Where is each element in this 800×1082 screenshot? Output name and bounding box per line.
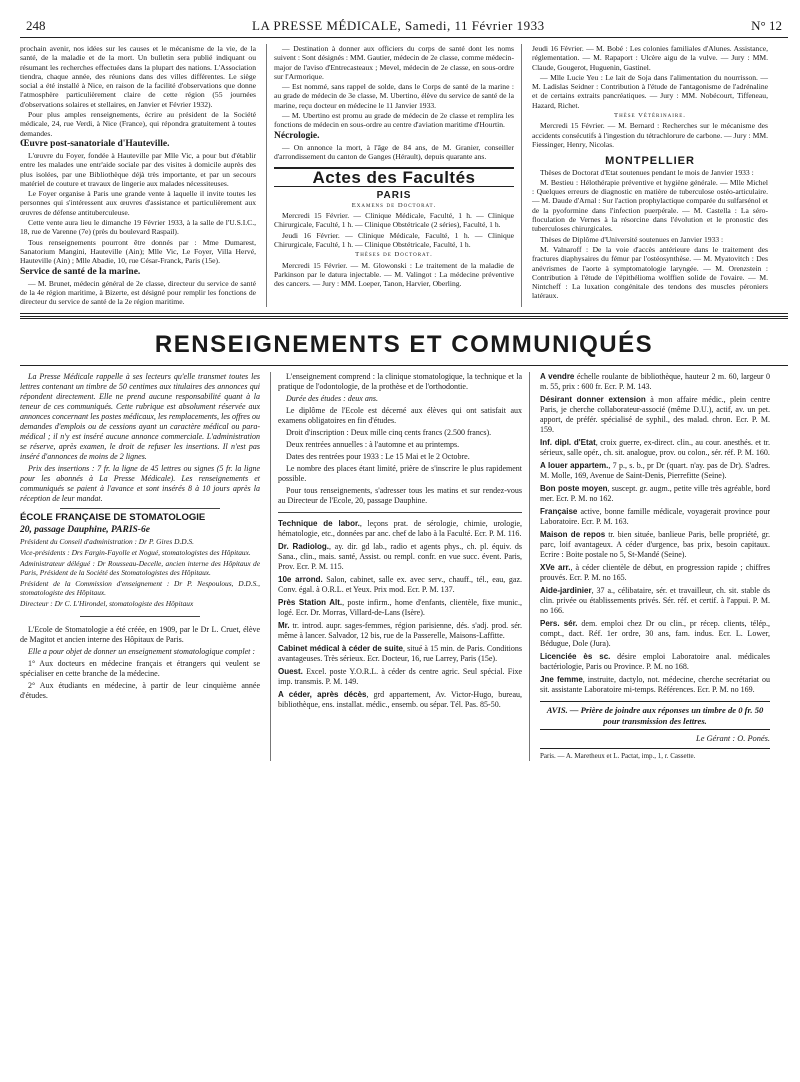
classified-ad: Inf. dipl. d'Etat, croix guerre, ex-direct. clin., au cour. anesthés. et tr. sérieux, salle opér., ch. sit. analogue, prov. ou colon., sér. réf. P. M. 160. xyxy=(540,438,770,458)
paragraph: L'enseignement comprend : la clinique stomatologique, la technique et la pratique de l'odontologie, de la prothèse et de l'orthodontie. xyxy=(278,372,522,392)
actes-facultes-title: Actes des Facultés xyxy=(274,167,514,186)
issue-number: N° 12 xyxy=(751,18,782,33)
heading-marine: Service de santé de la marine. xyxy=(20,266,141,277)
paragraph: 2° Aux étudiants en médecine, à partir de leur cinquième année d'études. xyxy=(20,681,260,701)
paragraph: Le Foyer organise à Paris une grande vente à laquelle il invite toutes les personnes qui s'intéressent aux œuvres d'assistance et particulièrement aux œuvres de défense antituberculeuse. xyxy=(20,189,256,217)
paragraph: — Mlle Lucie Yeu : Le lait de Soja dans l'alimentation du nourrisson. — M. Ladislas Seidner : Contribution à l'étude de l'antagonisme de l'adrénaline et de certains extraits pancréatiques. — Jury : MM. Nobécourt, Tiffeneau, Hazard, Richet. xyxy=(532,72,768,110)
city-heading-paris: PARIS xyxy=(376,189,412,201)
newspaper-page xyxy=(20,18,788,761)
classified-ad: Française active, bonne famille médicale, voyagerait province pour Laboratoire. Ecr. P. M. 163. xyxy=(540,507,770,527)
paragraph: Mercredi 15 Février. — Clinique Médicale, Faculté, 1 h. — Clinique Chirurgicale, Faculté, 1 h. — Clinique Obstétricale (2 séries), Faculté, 1 h. xyxy=(274,211,514,230)
paragraph: Le diplôme de l'Ecole est décerné aux élèves qui ont satisfait aux examens obligatoires en fin d'études. xyxy=(278,406,522,426)
paragraph: Mercredi 15 Février. — M. Bernard : Recherches sur le mécanisme des accidents consécutifs à l'ingestion du tétrachlorure de carbone. — Jury : MM. Fiessinger, Henry, Nicolas. xyxy=(532,121,768,149)
section-title: RENSEIGNEMENTS ET COMMUNIQUÉS xyxy=(154,331,654,359)
top-column-2 xyxy=(266,44,522,307)
title-rule xyxy=(20,365,788,366)
classified-ad: Jne femme, instruite, dactylo, not. médecine, cherche secrétariat ou sit. assistante Laboratoire mi-temps. Références. Ecr. P. M. no 169. xyxy=(540,675,770,695)
paragraph: Le nombre des places étant limité, prière de s'inscrire le plus rapidement possible. xyxy=(278,464,522,484)
classified-ad: Ouest. Excel. poste Y.O.R.L. à céder ds centre agric. Seul spécial. Fixe imp. transmis. P. M. 149. xyxy=(278,667,522,687)
paragraph: — M. Ubertino est promu au grade de médecin de 2e classe et remplira les fonctions de médecin en sous-ordre au centre d'aviation maritime d'Hourtin. xyxy=(274,111,514,130)
bottom-column-2 xyxy=(270,372,530,761)
notice-prices: Prix des insertions : 7 fr. la ligne de 45 lettres ou signes (5 fr. la ligne pour les abonnés à La Presse Médicale). Les renseignements et communiqués se paient à l'avance et sont insérés 8 à 10 jours après la réception de leur mandat. xyxy=(20,464,260,504)
page-number: 248 xyxy=(26,18,46,33)
paragraph: Tous renseignements pourront être donnés par : Mme Dumarest, Sanatorium Mangini, Hauteville (Ain); Mlle Vic, Le Foyer, Villa Hervé, Hauteville (Ain) ; Mlle Abadie, 10, rue César-Franck, Paris (15e). xyxy=(20,237,256,266)
ecole-address: 20, passage Dauphine, PARIS-6e xyxy=(20,525,150,536)
paragraph: Thèses de Diplôme d'Université soutenues en Janvier 1933 : xyxy=(540,234,724,244)
paragraph: M. Valnaroff : De la voie d'accès antérieure dans le traitement des fractures diaphysaires du fémur par l'ostéosynthèse. — M. Myatovitch : Des anévrismes de l'aorte à symptomatologie laryngée. — M. Orenzstein : Contribution à l'étude de l'épithélioma wolffien solide de l'ovaire. — M. Nintcheff : La luxation congénitale des tendons des muscles péroniers latéraux. xyxy=(532,244,768,301)
director-line: Vice-présidents : Drs Fargin-Fayolle et Nogué, stomatologistes des Hôpitaux. xyxy=(20,548,251,558)
bottom-column-3 xyxy=(540,372,770,761)
bottom-column-1 xyxy=(20,372,260,761)
ecole-title: ÉCOLE FRANÇAISE DE STOMATOLOGIE xyxy=(20,512,206,524)
paragraph: L'œuvre du Foyer, fondée à Hauteville par Mlle Vic, a pour but d'établir entre les malades une entr'aide sociale par des visites à domicile auprès des plus isolées, par une Bibliothèque déjà très importante, et par un secours matériel de couture et travaux de lingerie aux malades nécessiteuses. xyxy=(20,150,256,188)
paragraph: Droit d'inscription : Deux mille cinq cents francs (2.500 francs). xyxy=(286,428,492,438)
avis-notice: AVIS. — Prière de joindre aux réponses un timbre de 0 fr. 50 pour transmission des lettres. xyxy=(540,701,770,730)
paragraph: prochain avenir, nos idées sur les causes et le mécanisme de la vie, de la santé, de la maladie et de la mort. Un bulletin sera publié indiquant ou résumant les recherches effectuées dans la plupart des nations. L'Association tiendra, chaque année, des réunions dans des villes différentes. Le siège social a été installé à Nice, en raison de la facilité d'observations que donne l'atmosphère particulièrement claire de cette région (55 journées d'observations solaires et stellaires, en Janvier et Février 1932). xyxy=(20,44,256,109)
paragraph: L'Ecole de Stomatologie a été créée, en 1909, par le Dr L. Cruet, élève de Magitot et ancien interne des Hôpitaux de Paris. xyxy=(20,625,260,645)
paragraph: — Destination à donner aux officiers du corps de santé dont les noms suivent : Sont désignés : MM. Gautier, médecin de 2e classe, comme médecin-major de l'aviso d'Entrecasteaux ; Mevel, médecin de 2e classe, en sous-ordre sur l'Armorique. xyxy=(274,44,514,81)
bottom-columns xyxy=(20,372,788,761)
paragraph: Mercredi 15 Février. — M. Glowonski : Le traitement de la maladie de Parkinson par le datura injectable. — M. Valingot : La médecine préventive des cancers. — Jury : MM. Loeper, Tanon, Harvier, Oberling. xyxy=(274,260,514,289)
classified-ad: Dr. Radiolog., ay. dir. gd lab., radio et agents phys., ch. pl. équiv. ds Sana., clin., mais. santé, Assist. ou rempl. confr. en vue succ. évent. Paris, Prov. Ecr. P. M. 115. xyxy=(278,542,522,572)
short-rule xyxy=(278,512,522,513)
paragraph: — Est nommé, sans rappel de solde, dans le Corps de santé de la marine : au grade de médecin de 3e classe, M. Ubertino, élève du service de santé de la marine, reçu docteur en médecine le 11 Janvier 1933. xyxy=(274,82,514,110)
paragraph: Pour tous renseignements, s'adresser tous les matins et sur rendez-vous au Directeur de l'Ecole, 20, passage Dauphine. xyxy=(278,486,522,506)
paragraph: Dates des rentrées pour 1933 : Le 15 Mai et le 2 Octobre. xyxy=(286,452,470,462)
classified-ad: Licenciée ès sc. désire emploi Laboratoire anal. médicales bactériologie, Paris ou Province. P. M. no 168. xyxy=(540,652,770,672)
page-header xyxy=(20,18,788,38)
paragraph: 1° Aux docteurs en médecine français et étrangers qui veulent se spécialiser en cette branche de la médecine. xyxy=(20,659,260,679)
section-divider xyxy=(20,313,788,314)
paragraph: M. Bestieu : Hélothérapie préventive et hygiène générale. — Mlle Michel : Quelques erreurs de diagnostic en matière de tuberculose ostéo-articulaire. — M. Daude d'Arnal : Sur l'action prophylactique comparée du sulfarsénol et de la pyoformine dans l'infection puerpérale. — M. Castella : La séro-floculation de Vernes à la résorcine dans l'évolution et le pronostic des tuberculoses chirurgicales. xyxy=(532,177,768,234)
classified-ad: Aide-jardinier, 37 a., célibataire, sér. et travailleur, ch. sit. stable ds clin. privée ou établissements privés. Sér. réf. et certif. à l'appui. P. M. no 166. xyxy=(540,586,770,616)
director-line: Administrateur délégué : Dr Rousseau-Decelle, ancien interne des Hôpitaux de Paris, Président de la Société des Stomatologistes des Hôpitaux. xyxy=(20,559,260,578)
director-line: Président du Conseil d'administration : Dr P. Gires D.D.S. xyxy=(20,537,195,547)
paragraph: Durée des études : deux ans. xyxy=(286,394,378,404)
classified-ad: Cabinet médical à céder de suite, situé à 15 min. de Paris. Conditions avantageuses. Très sérieux. Ecr. Docteur, 16, rue Larrey, Paris (15e). xyxy=(278,644,522,664)
subheading-examens: Examens de Doctorat. xyxy=(351,201,437,209)
top-columns xyxy=(20,44,788,307)
printer-line: Paris. — A. Maretheux et L. Pactat, imp., 1, r. Cassette. xyxy=(540,748,770,761)
paragraph: — On annonce la mort, à l'âge de 84 ans, de M. Granier, conseiller d'arrondissement du canton de Ganges (Hérault), depuis quarante ans. xyxy=(274,142,514,161)
top-column-3 xyxy=(532,44,768,307)
classified-ad: XVe arr., à céder clientèle de début, en progression rapide ; chiffres prouvés. Ecr. P. M. no 165. xyxy=(540,563,770,583)
paragraph: Jeudi 16 Février. — M. Bobé : Les colonies familiales d'Alunes. Assistance, réglementation. — M. Rapaport : Ulcère aigu de la vulve. — Jury : MM. Claude, Gougerot, Huguenin, Gastinel. xyxy=(532,44,768,72)
paragraph: Cette vente aura lieu le dimanche 19 Février 1933, à la salle de l'U.S.I.C., 18, rue de Varenne (7e) (près du boulevard Raspail). xyxy=(20,218,256,237)
director-line: Président de la Commission d'enseignement : Dr P. Nespoulous, D.D.S., stomatologiste des Hôpitaux. xyxy=(20,579,260,598)
classified-ad: Mr. tr. introd. aupr. sages-femmes, région parisienne, dés. s'adj. prod. sér. même à lancer. Salvador, 12 bis, rue de la Passerelle, Maisons-Laffitte. xyxy=(278,621,522,641)
short-rule xyxy=(80,616,200,617)
classified-ad: Maison de repos tr. bien située, banlieue Paris, belle propriété, gr. parc, loif avantageux. A céder d'urgence, bas prix, besoin capitaux. Ecrire : Boite postale no 5, St-Mandé (Seine). xyxy=(540,530,771,560)
classified-ad: Désirant donner extension à mon affaire médic., plein centre Paris, je cherche collaborateur-associé (même D.U.), actif, av. un pet. apport, de préfér. spécialisé de syphil., des malad. chron. Ecr. P. M. 159. xyxy=(540,395,770,435)
classified-ad: Bon poste moyen, suscept. gr. augm., petite ville très agréable, bord mer. Ecr. P. M. no 162. xyxy=(540,484,770,504)
paragraph: — M. Brunet, médecin général de 2e classe, directeur du service de santé de la 4e région maritime, à Bizerte, est désigné pour remplir les fonctions de directeur du service de santé de la 2e région maritime. xyxy=(20,278,256,307)
paragraph: Thèses de Doctorat d'Etat soutenues pendant le mois de Janvier 1933 : xyxy=(540,167,754,177)
classified-ad: A vendre échelle roulante de bibliothèque, hauteur 2 m. 60, largeur 0 m. 55, prix : 600 fr. Ecr. P. M. 143. xyxy=(540,372,771,392)
classified-ad: 10e arrond. Salon, cabinet, salle ex. avec serv., chauff., tél., eau, gaz. Conv. égal. à O.R.L. et Yeux. Prix mod. Ecr. P. M. 137. xyxy=(278,575,522,595)
top-column-1 xyxy=(20,44,256,307)
gerant-signature: Le Gérant : O. Ponés. xyxy=(696,734,770,744)
journal-title: LA PRESSE MÉDICALE, Samedi, 11 Février 1933 xyxy=(252,18,545,33)
paragraph: Deux rentrées annuelles : à l'automne et au printemps. xyxy=(286,440,460,450)
city-heading-montpellier: MONTPELLIER xyxy=(605,155,695,168)
classified-ad: Technique de labor., leçons prat. de sérologie, chimie, urologie, hématologie, etc., données par anc. chef de labo à la Faculté. Ecr. P. M. 116. xyxy=(278,519,522,539)
paragraph: Pour plus amples renseignements, écrire au président de la Société médicale, 24, rue Verdi, à Nice (France), qui répondra gratuitement à toutes demandes. xyxy=(20,110,256,138)
paragraph: Elle a pour objet de donner un enseignement stomatologique complet : xyxy=(28,647,256,657)
section-divider-double xyxy=(20,316,788,319)
classified-ad: A louer appartem., 7 p., s. b., pr Dr (quart. n'ay. pas de Dr). S'adres. M. Molle, 169, Avenue de Saint-Denis, Pierrefitte (Seine). xyxy=(540,461,771,481)
classified-ad: Pers. sér. dem. emploi chez Dr ou clin., pr récep. clients, télép., compt., dact. Réf. 1er ordre, 30 ans, fam. indus. Ecr. L. Lower, Bédugue, Dole (Jura). xyxy=(540,619,770,649)
paragraph: Jeudi 16 Février. — Clinique Médicale, Faculté, 1 h. — Clinique Chirurgicale, Faculté, 1 h. — Clinique Obstétricale, Faculté, 1 h. xyxy=(274,230,514,250)
short-rule xyxy=(60,508,220,509)
classified-ad: Près Station Alt., poste infirm., home d'enfants, clientèle, fixe munic., logé. Ecr. Dr. Morras, Villard-de-Lans (Isère). xyxy=(278,598,522,618)
subheading-theses: Thèses de Doctorat. xyxy=(355,251,433,259)
notice-paragraph: La Presse Médicale rappelle à ses lecteurs qu'elle transmet toutes les lettres contenant un timbre de 50 centimes aux titulaires des annonces qui répondent directement. Elle ne prend aucune responsabilité quant à la teneur de ces communiqués. Cette rubrique est absolument réservée aux annonces concernant les postes médicaux, les remplacements, les offres ou demandes d'emplois ou de cessions ayant un caractère médical ou para-médical ; il n'y est inséré aucune annonce commerciale. L'administration se réserve, après examen, le droit de refuser les insertions. Il n'est pas inséré d'annonces de moins de 2 lignes. xyxy=(20,372,260,462)
heading-hauteville: Œuvre post-sanatoriale d'Hauteville. xyxy=(20,138,170,149)
subheading-these-veterinaire: Thèse Vétérinaire. xyxy=(614,112,686,120)
classified-ad: A céder, après décès, grd appartement, Av. Victor-Hugo, bureau, bibliothèque, ens. installat. médic., ensemb. ou sépar. Tél. Pas. 85-50. xyxy=(278,690,523,710)
heading-necrologie: Nécrologie. xyxy=(274,130,320,141)
director-line: Directeur : Dr C. L'Hirondel, stomatologiste des Hôpitaux xyxy=(20,599,194,609)
